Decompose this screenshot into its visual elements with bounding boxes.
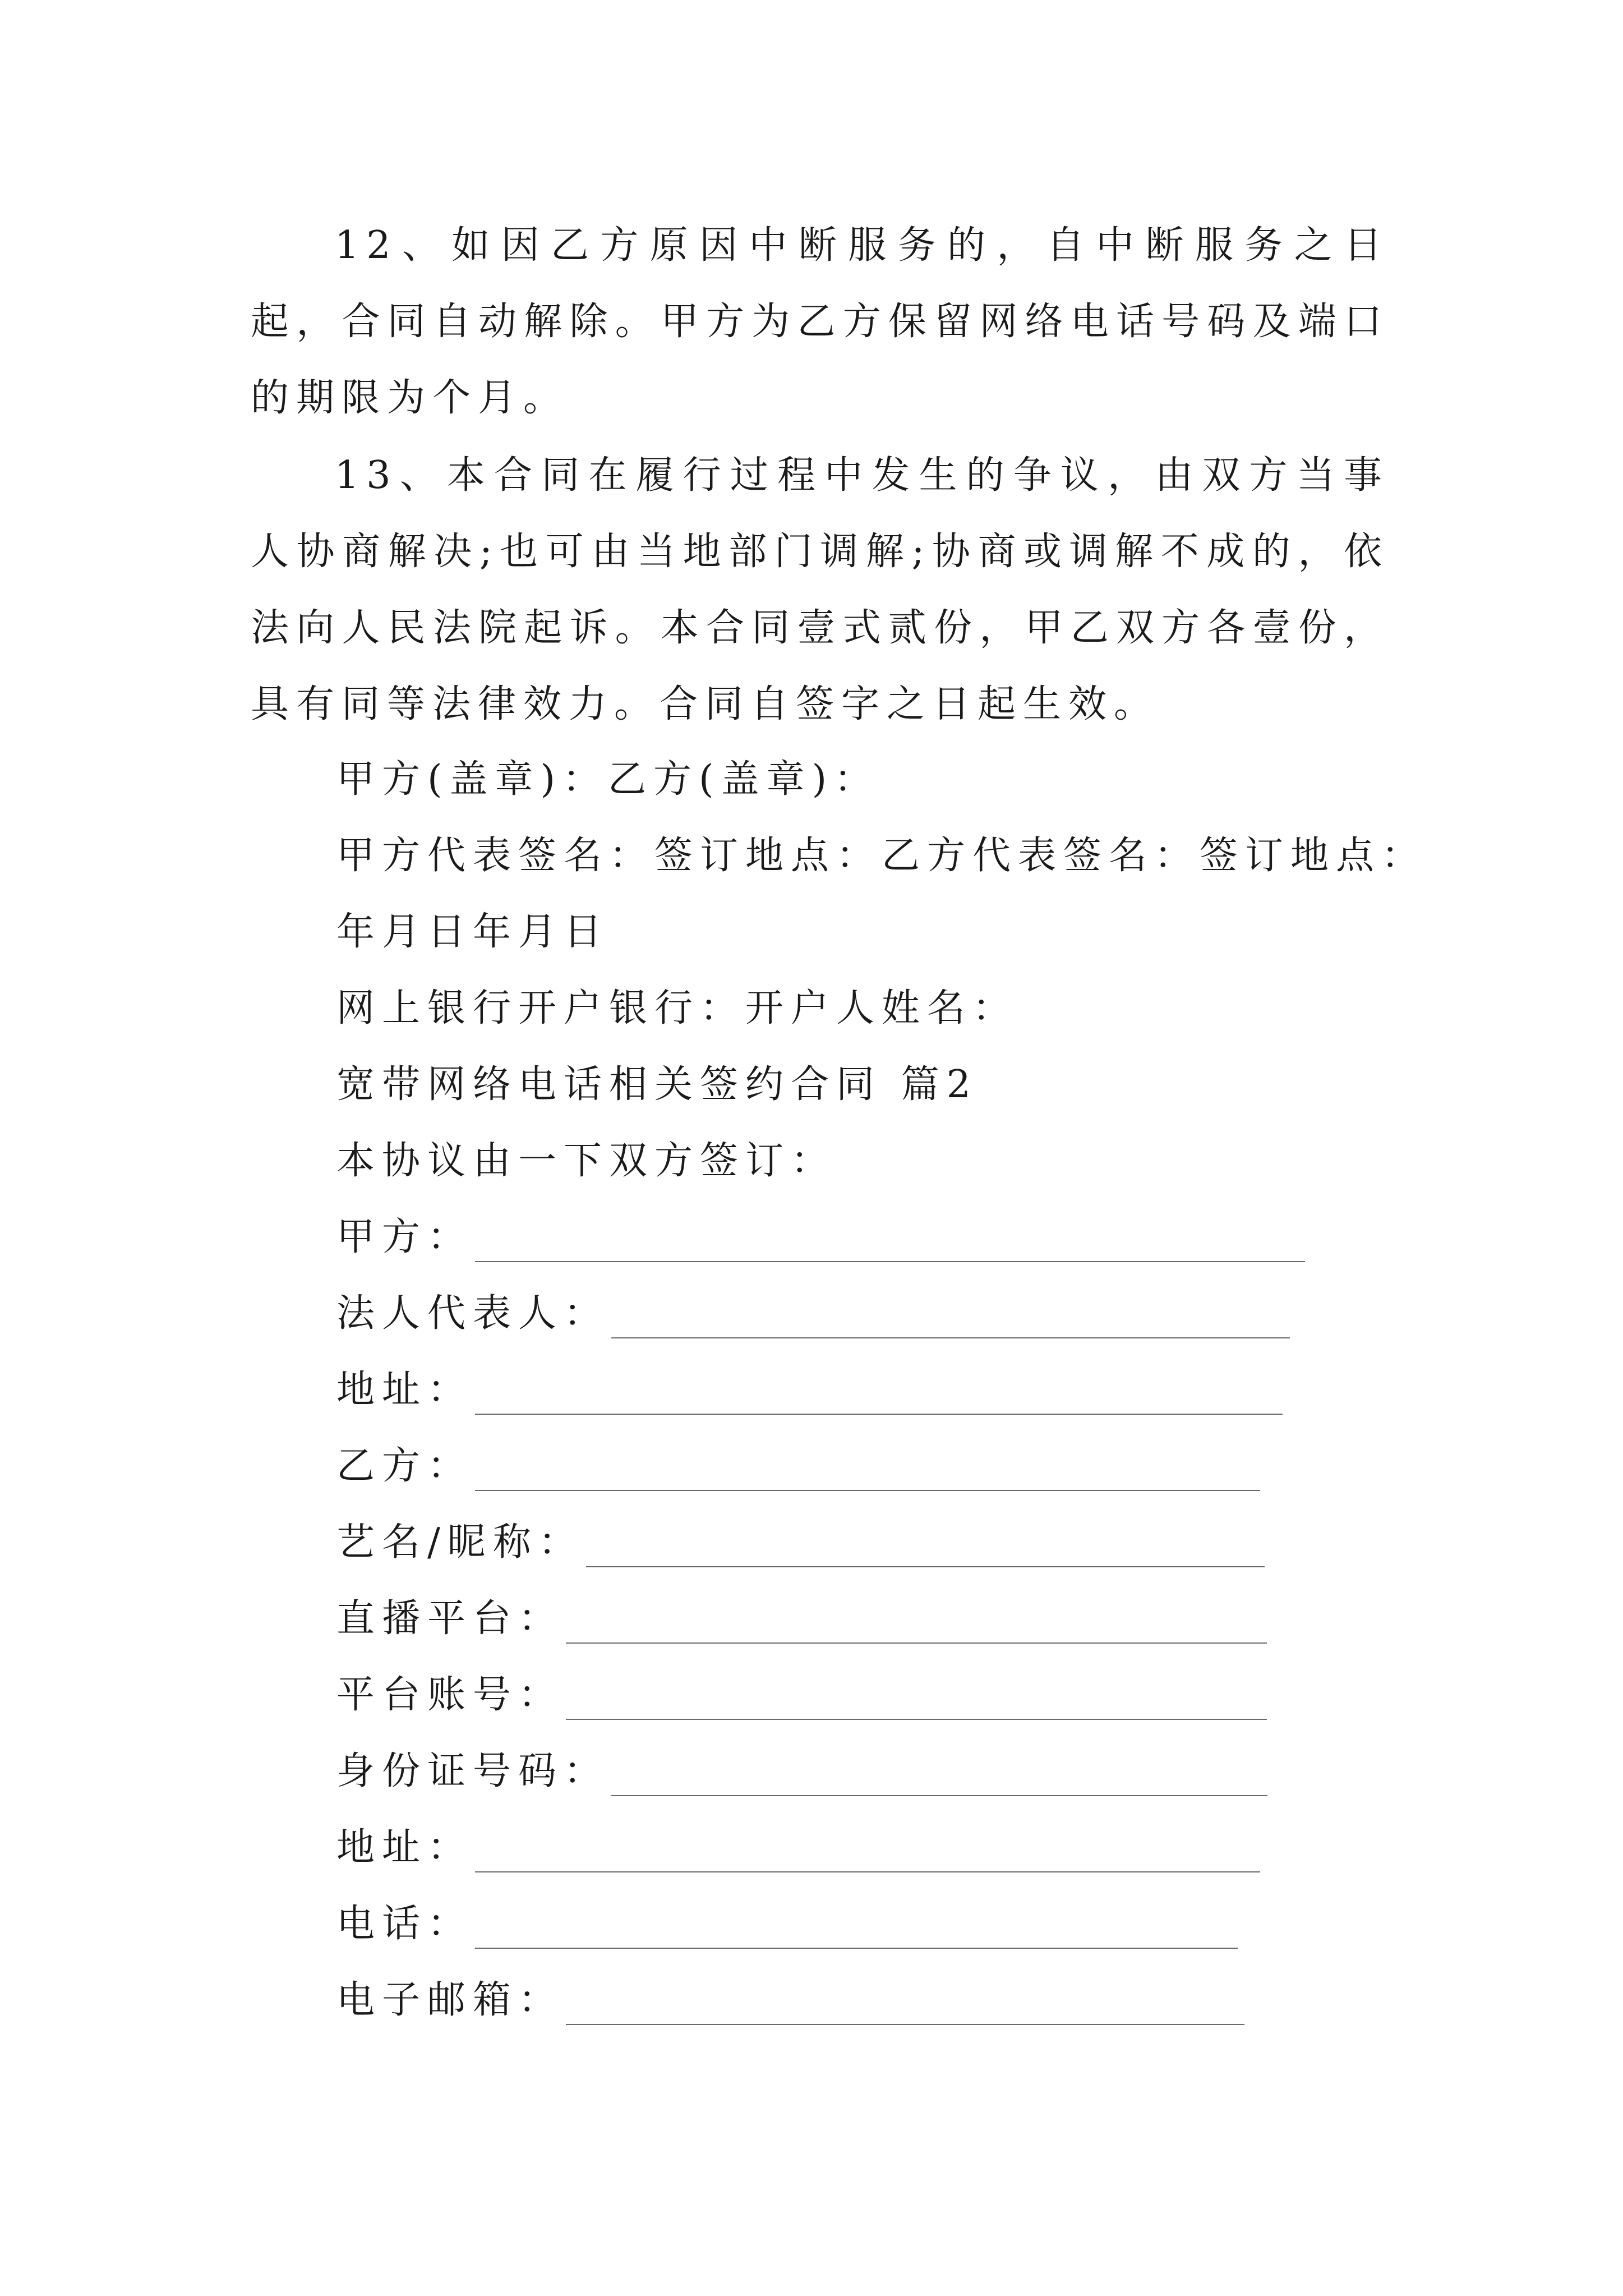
party-a-blank[interactable]	[475, 1261, 1305, 1262]
party-b-address-label: 地址：	[336, 1825, 473, 1870]
party-b-address-field[interactable]	[336, 1810, 1260, 1886]
party-b-blank[interactable]	[475, 1490, 1260, 1491]
party-b-field[interactable]	[336, 1428, 1260, 1504]
stage-name-label: 艺名/昵称：	[336, 1520, 584, 1565]
party-b-label: 乙方：	[336, 1444, 473, 1488]
stage-name-blank[interactable]	[586, 1566, 1265, 1567]
bank-account-line: 网上银行开户银行：开户人姓名：	[336, 986, 1018, 1030]
seal-line: 甲方(盖章)：乙方(盖章)：	[336, 757, 880, 802]
party-a-address-label: 地址：	[336, 1368, 473, 1412]
id-number-field[interactable]	[336, 1733, 1267, 1810]
platform-account-field[interactable]	[336, 1657, 1267, 1733]
party-a-address-blank[interactable]	[475, 1414, 1283, 1415]
email-field[interactable]	[336, 1962, 1244, 2039]
legal-representative-label: 法人代表人：	[336, 1291, 610, 1336]
clause-12-paragraph: 12、如因乙方原因中断服务的，自中断服务之日起，合同自动解除。甲方为乙方保留网络电话号码及端口的期限为个月。	[251, 223, 1389, 420]
live-platform-label: 直播平台：	[336, 1596, 564, 1641]
live-platform-blank[interactable]	[566, 1642, 1267, 1644]
email-blank[interactable]	[566, 2024, 1244, 2025]
stage-name-field[interactable]	[336, 1504, 1265, 1581]
platform-account-blank[interactable]	[566, 1719, 1267, 1720]
agreement-intro: 本协议由一下双方签订：	[336, 1139, 837, 1183]
section-2-title: 宽带网络电话相关签约合同 篇2	[336, 1062, 978, 1107]
email-label: 电子邮箱：	[336, 1978, 564, 2022]
id-number-blank[interactable]	[611, 1795, 1267, 1796]
date-line: 年月日年月日	[336, 910, 610, 954]
live-platform-field[interactable]	[336, 1581, 1267, 1657]
party-a-field[interactable]	[336, 1199, 1305, 1276]
party-a-label: 甲方：	[336, 1215, 473, 1259]
id-number-label: 身份证号码：	[336, 1749, 610, 1793]
legal-representative-blank[interactable]	[611, 1337, 1290, 1338]
representative-signature-line: 甲方代表签名：签订地点：乙方代表签名：签订地点：	[336, 834, 1427, 878]
phone-blank[interactable]	[475, 1948, 1238, 1949]
legal-representative-field[interactable]	[336, 1276, 1290, 1352]
platform-account-label: 平台账号：	[336, 1673, 564, 1717]
clause-13-paragraph: 13、本合同在履行过程中发生的争议，由双方当事人协商解决;也可由当地部门调解;协商或调解不成的，依法向人民法院起诉。本合同壹式贰份，甲乙双方各壹份，具有同等法律效力。合同自签字之日起生效。	[251, 453, 1389, 726]
phone-field[interactable]	[336, 1886, 1238, 1962]
party-a-address-field[interactable]	[336, 1352, 1283, 1428]
phone-label: 电话：	[336, 1902, 473, 1946]
party-b-address-blank[interactable]	[475, 1871, 1260, 1872]
